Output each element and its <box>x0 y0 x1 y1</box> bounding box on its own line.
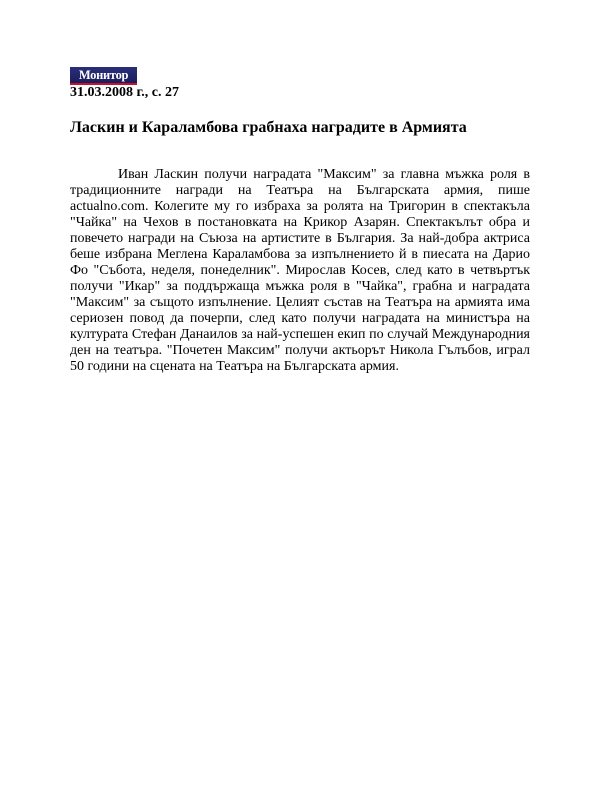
date-and-page: 31.03.2008 г., с. 27 <box>70 85 179 100</box>
publication-logo <box>70 67 137 85</box>
logo-text: Монитор <box>78 68 129 82</box>
article-title: Ласкин и Караламбова грабнаха наградите в Армията <box>70 119 467 136</box>
article-body: Иван Ласкин получи наградата "Максим" за главна мъжка роля в традиционните награди на Театъра на Българската армия, пише actualno.com. Колегите му го избраха за ролята на Тригорин в спектакъла "Чайка" на Чехов в постановката на Крикор Азарян. Спектакълът обра и повечето награди на Съюза на артистите в България. За най-добра актриса беше избрана Меглена Караламбова за изпълнението й в пиесата на Дарио Фо "Събота, неделя, понеделник". Мирослав Косев, след като в четвъртък получи "Икар" за поддържаща мъжка роля в "Чайка", грабна и наградата "Максим" за същото изпълнение. Целият състав на Театъра на армията има сериозен повод да почерпи, след като получи наградата на министъра на културата Стефан Данаилов за най-успешен екип по случай Международния ден на театъра. "Почетен Максим" получи актьорът Никола Гълъбов, играл 50 години на сцената на Театъра на Българската армия. <box>70 167 530 374</box>
